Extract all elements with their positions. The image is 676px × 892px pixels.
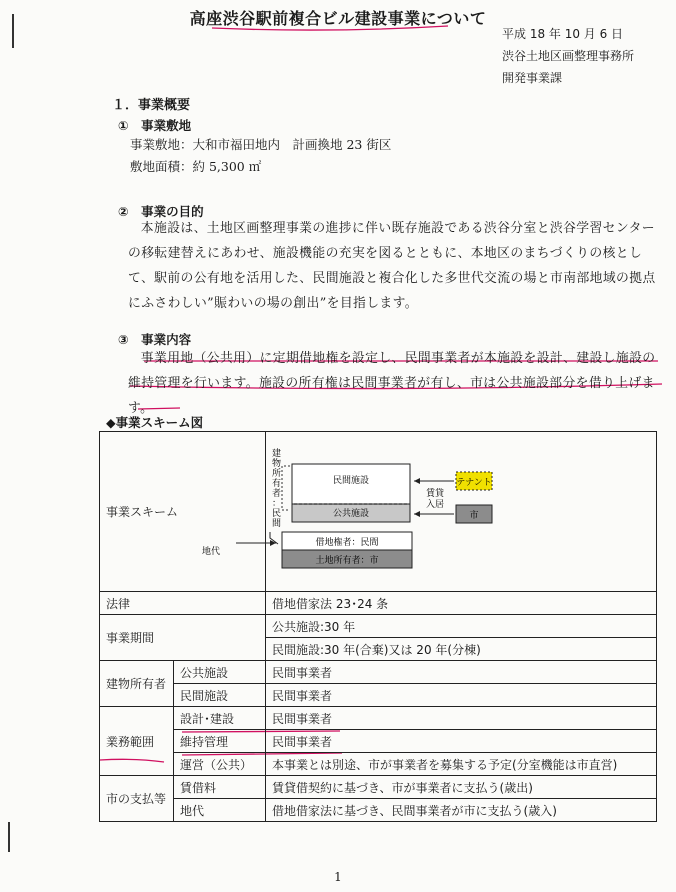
scope-label: 業務範囲	[106, 734, 155, 749]
owner-bracket	[282, 466, 290, 510]
law-label: 法律	[106, 596, 131, 611]
pay-rent-label: 賃借料	[180, 780, 217, 795]
private-facility-label: 民間施設	[332, 476, 370, 486]
office-name: 渋谷土地区画整理事務所	[502, 49, 635, 63]
table-row	[100, 432, 657, 592]
table-row	[100, 615, 657, 638]
period-label: 事業期間	[106, 631, 155, 645]
table-row	[100, 592, 657, 615]
table-row	[100, 730, 657, 753]
table-row	[100, 684, 657, 707]
owner-public-label: 公共施設	[180, 665, 229, 680]
scheme-heading: ◆事業スキーム図	[106, 415, 204, 430]
land-rent-label: 地代	[202, 547, 221, 557]
scope-design-label: 設計･建設	[180, 711, 235, 726]
owner-public-value: 民間事業者	[272, 665, 333, 680]
document-date: 平成 18 年 10 月 6 日	[502, 27, 624, 41]
purpose-heading: ② 事業の目的	[118, 204, 204, 219]
site-heading: ① 事業敷地	[118, 118, 192, 133]
scheme-label: 事業スキーム	[106, 505, 179, 519]
owner-label: 建物所有者	[106, 677, 167, 691]
scope-maint-label: 維持管理	[180, 734, 229, 749]
table-row	[100, 799, 657, 822]
scope-maint-value: 民間事業者	[272, 734, 333, 749]
owner-private-value: 民間事業者	[272, 688, 333, 703]
period-public: 公共施設:30 年	[272, 619, 356, 634]
content-heading: ③ 事業内容	[118, 332, 192, 347]
document-title: 高座渋谷駅前複合ビル建設事業について	[189, 9, 487, 28]
leasehold-label: 借地権者：民間	[315, 538, 379, 548]
public-facility-label: 公共施設	[332, 509, 370, 519]
table-row	[100, 661, 657, 684]
title-underline	[212, 26, 448, 30]
pay-rent-value: 賃貸借契約に基づき、市が事業者に支払う(歳出)	[272, 780, 533, 795]
table-row	[100, 753, 657, 776]
site-location: 事業敷地：大和市福田地内 計画換地 23 街区	[130, 137, 392, 152]
scheme-diagram	[202, 432, 656, 588]
pay-label: 市の支払等	[106, 792, 167, 806]
owner-private-label: 民間施設	[180, 688, 229, 703]
section-heading: １．事業概要	[112, 98, 191, 113]
law-value: 借地借家法 23･24 条	[272, 596, 389, 611]
tenant-label: テナント	[456, 478, 492, 488]
scheme-table	[99, 431, 657, 822]
table-row	[100, 707, 657, 730]
lease-label-1: 賃貸	[426, 489, 445, 499]
scheme-label-cell	[100, 432, 266, 592]
city-label: 市	[469, 511, 479, 521]
scope-design-value: 民間事業者	[272, 711, 333, 726]
pay-land-label: 地代	[180, 803, 205, 818]
pay-land-value: 借地借家法に基づき、民間事業者が市に支払う(歳入)	[272, 803, 557, 818]
landowner-label: 土地所有者：市	[315, 556, 379, 566]
scheme-diagram-cell	[202, 432, 657, 592]
lease-label-2: 入居	[426, 500, 445, 510]
department-name: 開発事業課	[502, 71, 563, 85]
scope-ops-label: 運営（公共）	[180, 757, 253, 772]
site-area: 敷地面積：約 5,300 ㎡	[130, 159, 262, 174]
purpose-text: 本施設は、土地区画整理事業の進捗に伴い既存施設である渋谷分室と渋谷学習センターの移転建替えにあわせ、施設機能の充実を図るとともに、本地区のまちづくりの核として、駅前の公有地を活用した、民間施設と複合化した多世代交流の場と市南部地域の拠点にふさわしい”賑わいの場の創出”を目指します。	[128, 221, 656, 311]
owner-vertical-label: 建物所有者：民間	[272, 449, 282, 529]
content-text: 事業用地（公共用）に定期借地権を設定し、民間事業者が本施設を設計、建設し施設の維持管理を行います。施設の所有権は民間事業者が有し、市は公共施設部分を借り上げます。	[128, 351, 656, 416]
scope-ops-value: 本事業とは別途、市が事業者を募集する予定(分室機能は市直営)	[272, 757, 618, 772]
page-number: 1	[334, 870, 342, 884]
period-private: 民間施設:30 年(合棄)又は 20 年(分棟)	[272, 642, 481, 657]
table-row	[100, 776, 657, 799]
